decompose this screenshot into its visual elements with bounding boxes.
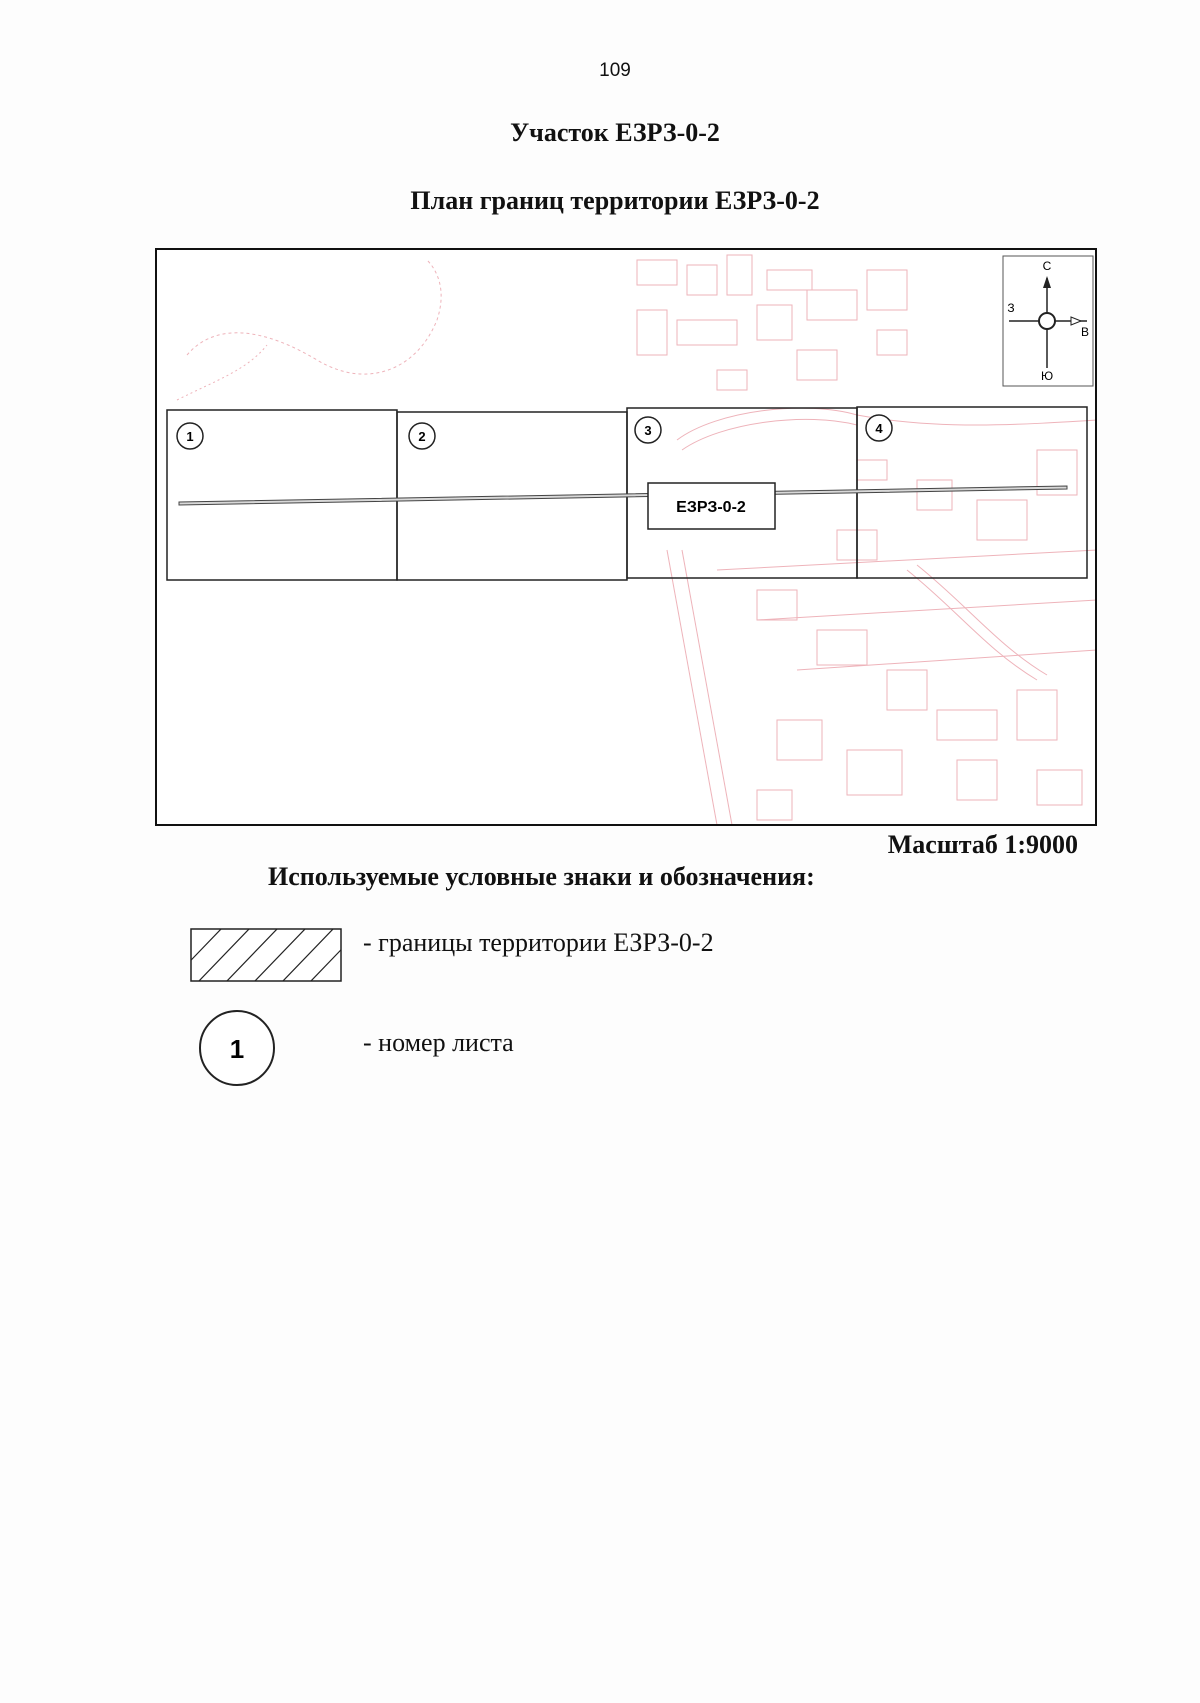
sheet-number-icon xyxy=(197,1008,277,1093)
map-frame[interactable] xyxy=(155,248,1097,826)
hatch-icon xyxy=(190,928,342,987)
map-title: План границ территории ЕЗРЗ-0-2 xyxy=(410,186,820,215)
sheet-label-3: 3 xyxy=(644,423,652,438)
legend-title: Используемые условные знаки и обозначения: xyxy=(268,862,815,891)
territory-label-box xyxy=(648,483,775,529)
compass-west: З xyxy=(1007,301,1015,315)
compass-east: В xyxy=(1080,325,1090,339)
legend-sheet-text: - номер листа xyxy=(363,1028,514,1057)
legend-sheet-number: 1 xyxy=(229,1034,245,1064)
legend-boundary-text: - границы территории ЕЗРЗ-0-2 xyxy=(363,928,714,957)
compass-north: С xyxy=(1042,259,1052,273)
basemap xyxy=(177,255,1097,825)
page-number: 109 xyxy=(599,60,631,81)
compass-south: Ю xyxy=(1040,369,1054,383)
map-canvas xyxy=(157,250,1097,826)
page-title: Участок ЕЗРЗ-0-2 xyxy=(510,118,720,147)
territory-strip xyxy=(179,486,1067,505)
sheet-label-2: 2 xyxy=(418,429,426,444)
sheet-label-4: 4 xyxy=(875,421,883,436)
sheet-label-1: 1 xyxy=(186,429,194,444)
map-scale: Масштаб 1:9000 xyxy=(887,830,1078,859)
territory-label: ЕЗРЗ-0-2 xyxy=(676,499,746,516)
compass-icon xyxy=(1003,256,1093,386)
